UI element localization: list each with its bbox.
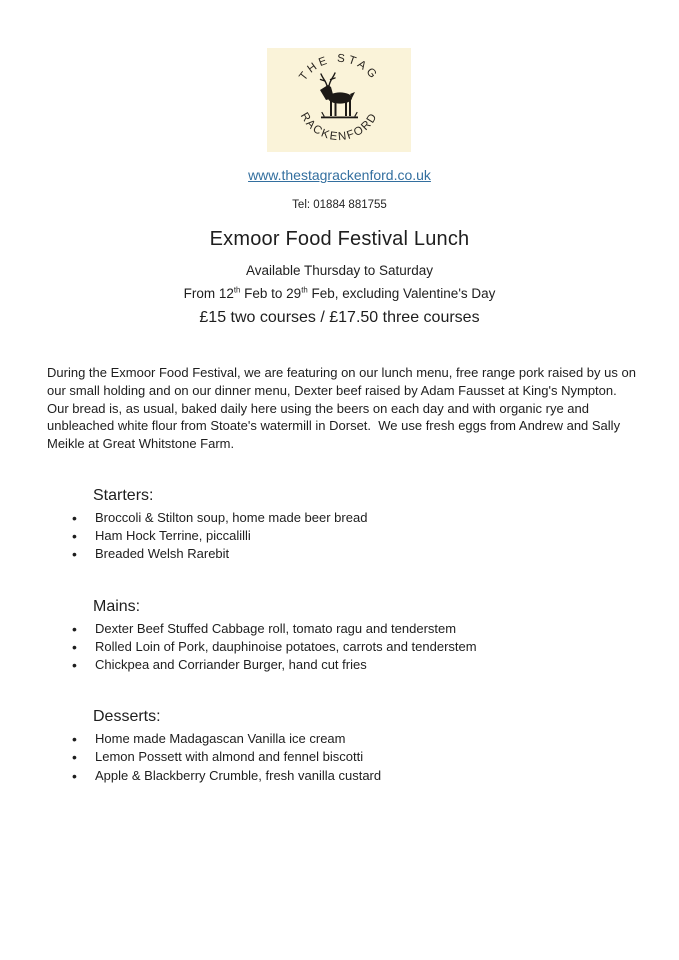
section-items	[0, 730, 679, 785]
menu-sections	[0, 487, 679, 819]
menu-section	[0, 487, 679, 564]
menu-item: • Broccoli & Stilton soup, home made beer bread	[0, 509, 679, 527]
section-heading: Starters:	[93, 487, 154, 504]
logo-bottom-text: RACKENFORD	[297, 110, 381, 144]
dates-part1: From 12	[183, 286, 234, 301]
stag-logo-icon	[267, 48, 411, 152]
menu-item: • Lemon Possett with almond and fennel biscotti	[0, 748, 679, 766]
menu-section	[0, 598, 679, 675]
section-heading: Desserts:	[93, 708, 161, 726]
dates-part2: Feb to 29	[240, 286, 302, 301]
page-title: Exmoor Food Festival Lunch	[209, 228, 470, 250]
logo-top-text: THE STAG	[297, 52, 381, 84]
menu-item: • Dexter Beef Stuffed Cabbage roll, tomato ragu and tenderstem	[0, 620, 679, 638]
menu-item: • Home made Madagascan Vanilla ice cream	[0, 730, 679, 748]
stag-rackenford-logo	[267, 48, 411, 152]
section-heading: Mains:	[93, 597, 141, 615]
menu-item: • Chickpea and Corriander Burger, hand cut fries	[0, 656, 679, 674]
menu-section	[0, 708, 679, 785]
menu-item: • Apple & Blackberry Crumble, fresh vanilla custard	[0, 767, 679, 785]
phone-number: Tel: 01884 881755	[292, 199, 387, 211]
pricing-line: £15 two courses / £17.50 three courses	[199, 309, 480, 326]
section-items	[0, 509, 679, 564]
menu-item: • Rolled Loin of Pork, dauphinoise potatoes, carrots and tenderstem	[0, 638, 679, 656]
website-link[interactable]: www.thestagrackenford.co.uk	[248, 167, 431, 183]
website-line	[0, 167, 679, 183]
dates-superscript-2: th	[301, 285, 308, 295]
dates-part3: Feb, excluding Valentine's Day	[307, 286, 496, 301]
dates-line	[0, 286, 679, 301]
menu-item: • Ham Hock Terrine, piccalilli	[0, 527, 679, 545]
intro-paragraph: During the Exmoor Food Festival, we are featuring on our lunch menu, free range pork raised by us on our small holding and on our dinner menu, Dexter beef raised by Adam Fausset at King's Nympton. Our bread is, as usual, baked daily here using the beers on each day and with organic rye and unbleached white flour from Stoate's watermill in Dorset. We use fresh eggs from Andrew and Sally Meikle at Great Whitstone Farm.	[47, 365, 640, 452]
section-items	[0, 620, 679, 675]
menu-item: • Breaded Welsh Rarebit	[0, 545, 679, 563]
dates-superscript-1: th	[233, 285, 241, 295]
availability-line: Available Thursday to Saturday	[245, 263, 434, 278]
